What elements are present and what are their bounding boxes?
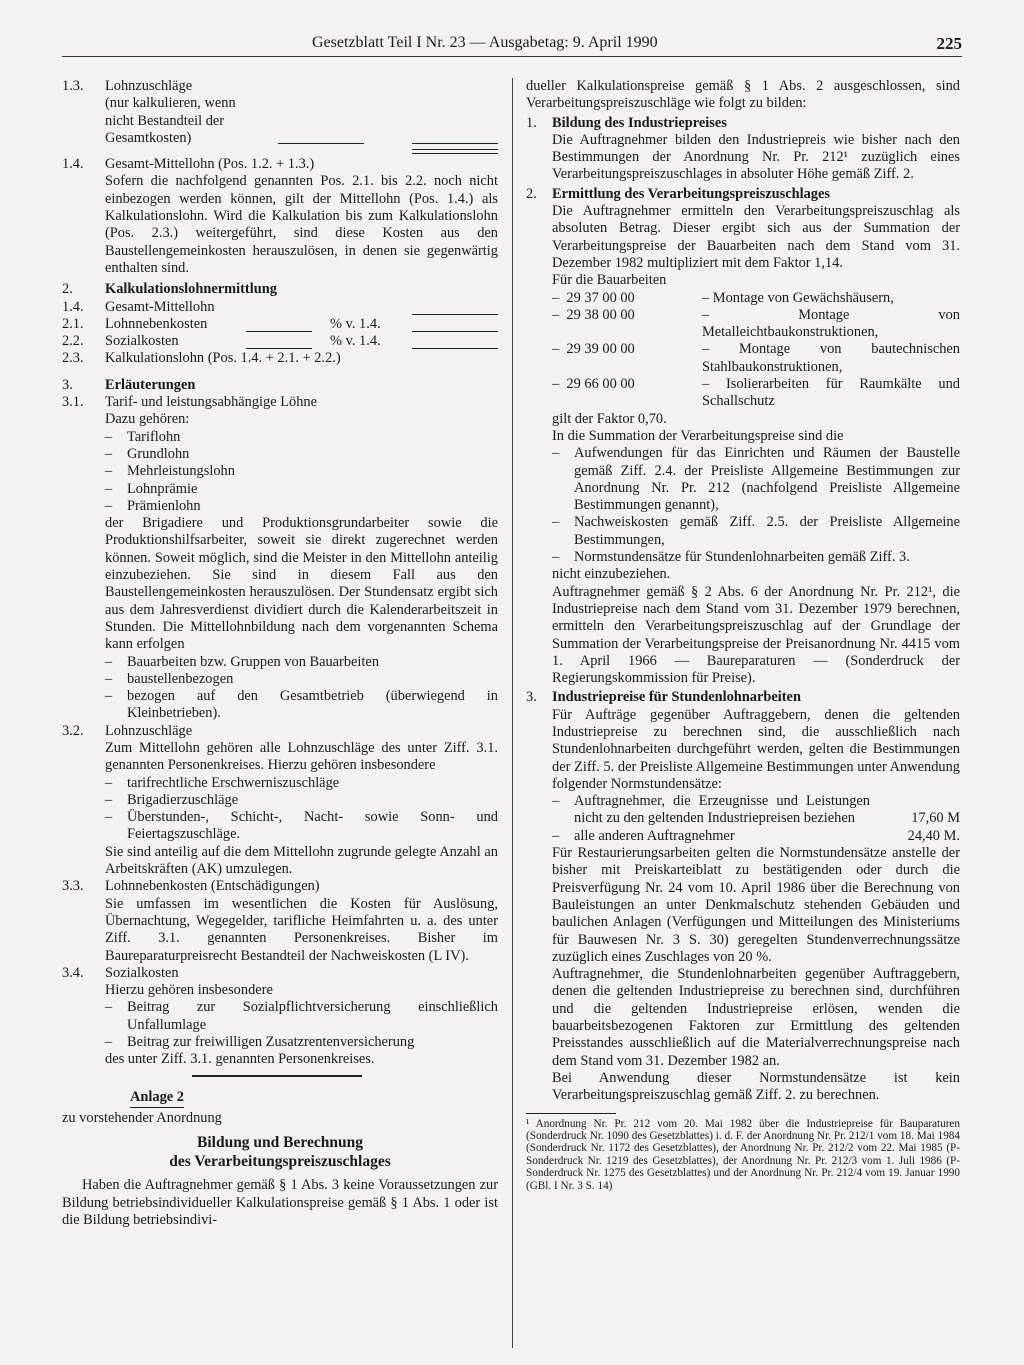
list-item: – Mehrleistungslohn (105, 463, 498, 480)
list-item: – bezogen auf den Gesamtbetrieb (überwiegend in Kleinbetrieben). (105, 688, 498, 723)
blank-line (278, 143, 364, 144)
list-item: – 29 38 00 00 – Montage von Metalleichtbaukonstruktionen, (552, 306, 960, 341)
price-value: 17,60 M (911, 810, 960, 827)
calc-row: 2.2. Sozialkosten % v. 1.4. (62, 333, 498, 350)
footnote: ¹ Anordnung Nr. Pr. 212 vom 20. Mai 1982 über die Industriepreise für Bauparaturen (Sonderdruck Nr. 1090 des Gesetzblattes) i. d. F. der Anordnung Nr. Pr. 212/1 vom 18. Mai 1984 (Sonderdruck Nr. 1172 des Gesetzblattes), der Anordnung Nr. Pr. 212/2 vom 22. Mai 1985 (P-Sonderdruck Nr. 1219 des Gesetzblattes), der Anordnung Nr. Pr. 212/3 vom 1. Juli 1986 (P-Sonderdruck Nr. 1275 des Gesetzblattes) und der Anordnung Nr. Pr. 212/4 vom 19. Januar 1990 (GBl. I Nr. 3 S. 14) (526, 1117, 960, 1192)
right-intro: dueller Kalkulationspreise gemäß § 1 Abs. 2 ausgeschlossen, sind Verarbeitungspreiszuschläge wie folgt zu bilden: (526, 78, 960, 112)
list-item: – Nachweiskosten gemäß Ziff. 2.5. der Preisliste Allgemeine Bestimmungen, (526, 514, 960, 549)
list-item: – 29 66 00 00 – Isolierarbeiten für Raumkälte und Schallschutz (552, 376, 960, 410)
section-3-heading: 3. Erläuterungen (62, 376, 196, 393)
price-item: – alle anderen Auftragnehmer 24,40 M. (526, 828, 960, 845)
list-item: – Bauarbeiten bzw. Gruppen von Bauarbeiten (105, 654, 498, 671)
list-item: – 29 37 00 00 – Montage von Gewächshäusern, (552, 289, 894, 306)
double-rule (412, 153, 498, 154)
header-rule (62, 56, 962, 57)
anlage-subtitle: zu vorstehender Anordnung (62, 1109, 222, 1126)
anlage-title: Bildung und Berechnung (197, 1134, 363, 1152)
anlage-label: Anlage 2 (130, 1089, 184, 1108)
point-3: 3. Industriepreise für Stundenlohnarbeiten Für Aufträge gegenüber Auftraggebern, denen die geltenden Industriepreise zu berechnen sind, die ausschließlich nach Stundenlohnarbeiten durchgeführt werden, gelten die Bestimmungen der Ziff. 5. der Preisliste Allgemeine Bestimmungen unter Anwendung folgender Normstundensätze: – Auftragnehmer, die Erzeugnisse und Leistungen nicht zu den geltenden Industriepreisen beziehen 17,60 M – alle anderen Auftragnehmer 24,40 M. Für Restaurierungsarbeiten gelten die Normstundensätze anstelle der bisher mit Preiskarteiblatt zu bestätigenden oder durch die Preisverfügung Nr. 24 vom 10. April 1986 über die Berechnung von Bauleistungen an unter Denkmalschutz stehenden Gebäuden und baulichen Anlagen (Verfügungen und Mitteilungen des Ministeriums für Bauwesen Nr. 3 S. 30) geregelten Stundenverrechnungssätze zuzüglich eines Zuschlages von 20 %. Auftragnehmer, die Stundenlohnarbeiten gegenüber Auftraggebern, denen die geltenden Industriepreise zu berechnen sind, durchführen und die geltenden Industriepreise erlösen, wenden die bauarbeitsbezogenen Faktoren zur Ermittlung des geltenden Preisstandes ausschließlich auf die Materialverrechnungspreise nach dem Stand vom 31. Dezember 1982 an. Bei Anwendung dieser Normstundensätze ist kein Verarbeitungspreiszuschlag gemäß Ziff. 2. zu berechnen. (526, 689, 960, 1104)
header-title: Gesetzblatt Teil I Nr. 23 — Ausgabetag: 9. April 1990 (312, 34, 658, 51)
section-rule (192, 1075, 362, 1077)
anlage-text: Haben die Auftragnehmer gemäß § 1 Abs. 3 keine Voraussetzungen zur Bildung betriebsindividueller Kalkulationspreise gemäß § 1 Abs. 1 oder ist die Bildung betriebsindivi- (62, 1177, 498, 1228)
list-item: – Aufwendungen für das Einrichten und Räumen der Baustelle gemäß Ziff. 2.4. der Preisliste Allgemeine Bestimmungen zur Anordnung Nr. Pr. 212 (nachfolgend Preisliste Allgemeine Bestimmungen genannt), (526, 445, 960, 514)
right-column (526, 78, 960, 1192)
list-item: – tarifrechtliche Erschwerniszuschläge (105, 775, 498, 792)
list-item: – Tariflohn (105, 429, 498, 446)
list-item: – baustellenbezogen (105, 671, 498, 688)
section-1-3: 1.3. Lohnzuschläge (nur kalkulieren, wenn nicht Bestandteil der Gesamtkosten) (62, 78, 498, 147)
list-item: – Überstunden-, Schicht-, Nacht- sowie Sonn- und Feiertagszuschläge. (105, 809, 498, 844)
calc-row: 2.3. Kalkulationslohn (Pos. 1.4. + 2.1. + 2.2.) (62, 350, 341, 367)
point-1: 1. Bildung des Industriepreises Die Auftragnehmer bilden den Industriepreis wie bisher nach den Bestimmungen der Anordnung Nr. Pr. 212¹ zuzüglich eines Verarbeitungspreiszuschlages in absoluter Höhe gemäß Ziff. 2. (526, 114, 960, 183)
list-item: – Grundlohn (105, 446, 498, 463)
list-item: – Prämienlohn (105, 498, 498, 515)
price-item: – Auftragnehmer, die Erzeugnisse und Leistungen nicht zu den geltenden Industriepreisen beziehen 17,60 M (526, 793, 960, 828)
calc-row: 1.4. Gesamt-Mittellohn (62, 299, 498, 316)
section-2-heading: 2. Kalkulationslohnermittlung (62, 281, 277, 298)
point-2: 2. Ermittlung des Verarbeitungspreiszuschlages Die Auftragnehmer ermitteln den Verarbeitungspreiszuschlag als absoluten Betrag. Dieser ergibt sich aus der Summation der Verarbeitungspreise der Bauarbeiten nach dem Stand vom 31. Dezember 1982 multipliziert mit dem Faktor 1,14. Für die Bauarbeiten – 29 37 00 00 – Montage von Gewächshäusern, – 29 38 00 00 – Montage von Metalleichtbaukonstruktionen, – 29 39 00 00 – Montage von bautechnischen Stahlbaukonstruktionen, – 29 66 00 00 – Isolierarbeiten für Raumkälte und Schallschutz gilt der Faktor 0,70. In die Summation der Verarbeitungspreise sind die – Aufwendungen für das Einrichten und Räumen der Baustelle gemäß Ziff. 2.4. der Preisliste Allgemeine Bestimmungen zur Anordnung Nr. Pr. 212 (nachfolgend Preisliste Allgemeine Bestimmungen genannt), – Nachweiskosten gemäß Ziff. 2.5. der Preisliste Allgemeine Bestimmungen, – Normstundensätze für Stundenlohnarbeiten gemäß Ziff. 3. nicht einzubeziehen. Auftragnehmer gemäß § 2 Abs. 6 der Anordnung Nr. Pr. 212¹, die Industriepreise nach dem Stand vom 31. Dezember 1979 berechnen, ermitteln den Verarbeitungspreiszuschlag auf der Grundlage der Summation der Verarbeitungspreise der Preisanordnung Nr. 4415 vom 1. April 1966 — Baureparaturen — (Sonderdruck der Regierungskommission für Preise). (526, 186, 960, 688)
double-rule (412, 149, 498, 150)
left-column (62, 78, 498, 1229)
list-item: – Lohnprämie (105, 481, 498, 498)
anlage-title: des Verarbeitungspreiszuschlages (169, 1153, 391, 1171)
list-item: – Beitrag zur Sozialpflichtversicherung einschließlich Unfallumlage (105, 999, 498, 1034)
section-1-4: 1.4. Gesamt-Mittellohn (Pos. 1.2. + 1.3.) Sofern die nachfolgend genannten Pos. 2.1. bis 2.2. noch nicht einbezogen werden können, gilt der Mittellohn (Pos. 1.4.) als Kalkulationslohn. Wird die Kalkulation bis zum Kalkulationslohn (Pos. 2.3.) weitergeführt, sind diese Kosten aus den Baustellengemeinkosten herauszulösen, in denen sie gegenwärtig enthalten sind. (62, 156, 498, 276)
calc-row: 2.1. Lohnnebenkosten % v. 1.4. (62, 316, 498, 333)
list-item: – Normstundensätze für Stundenlohnarbeiten gemäß Ziff. 3. (526, 549, 960, 566)
price-value: 24,40 M. (907, 827, 960, 844)
footnote-rule (526, 1113, 616, 1114)
list-item: – Brigadierzuschläge (105, 792, 498, 809)
list-item: – 29 39 00 00 – Montage von bautechnischen Stahlbaukonstruktionen, (552, 341, 960, 375)
section-3-3: 3.3. Lohnnebenkosten (Entschädigungen) Sie umfassen im wesentlichen die Kosten für Auslösung, Übernachtung, Wegegelder, tarifliche Heimfahrten u. a. des unter Ziff. 3.1. genannten Personenkreises. Bisher im Baureparaturpreisrecht Bestandteil der Nachweiskosten (L IV). (62, 878, 498, 964)
column-divider (512, 78, 513, 1348)
blank-line (412, 143, 498, 144)
page-number: 225 (936, 34, 962, 53)
section-3-2: 3.2. Lohnzuschläge Zum Mittellohn gehören alle Lohnzuschläge des unter Ziff. 3.1. genannten Personenkreises. Hierzu gehören insbesondere – tarifrechtliche Erschwerniszuschläge – Brigadierzuschläge – Überstunden-, Schicht-, Nacht- sowie Sonn- und Feiertagszuschläge. Sie sind anteilig auf die dem Mittellohn zugrunde gelegte Anzahl an Arbeitskräften (AK) umzulegen. (62, 723, 498, 879)
section-3-4: 3.4. Sozialkosten Hierzu gehören insbesondere – Beitrag zur Sozialpflichtversicherung einschließlich Unfallumlage – Beitrag zur freiwilligen Zusatzrentenversicherung des unter Ziff. 3.1. genannten Personenkreises. (62, 965, 498, 1069)
list-item: – Beitrag zur freiwilligen Zusatzrentenversicherung (105, 1034, 498, 1051)
anlage-block (62, 1089, 498, 1229)
section-3-1: 3.1. Tarif- und leistungsabhängige Löhne Dazu gehören: – Tariflohn – Grundlohn – Mehrleistungslohn – Lohnprämie – Prämienlohn der Brigadiere und Produktionsgrundarbeiter sowie die Produktionshilfsarbeiter, soweit sie direkt zugerechnet werden können. Soweit möglich, sind die Meister in den Mittellohn anteilig einzubeziehen. Sie sind in diesem Fall aus den Baustellengemeinkosten herauszulösen. Der Stundensatz ergibt sich aus dem Jahresverdienst dividiert durch die Kalenderarbeitszeit in Stunden. Die Mittellohnbildung nach dem vorgenannten Schema kann erfolgen – Bauarbeiten bzw. Gruppen von Bauarbeiten – baustellenbezogen – bezogen auf den Gesamtbetrieb (überwiegend in Kleinbetrieben). (62, 394, 498, 723)
